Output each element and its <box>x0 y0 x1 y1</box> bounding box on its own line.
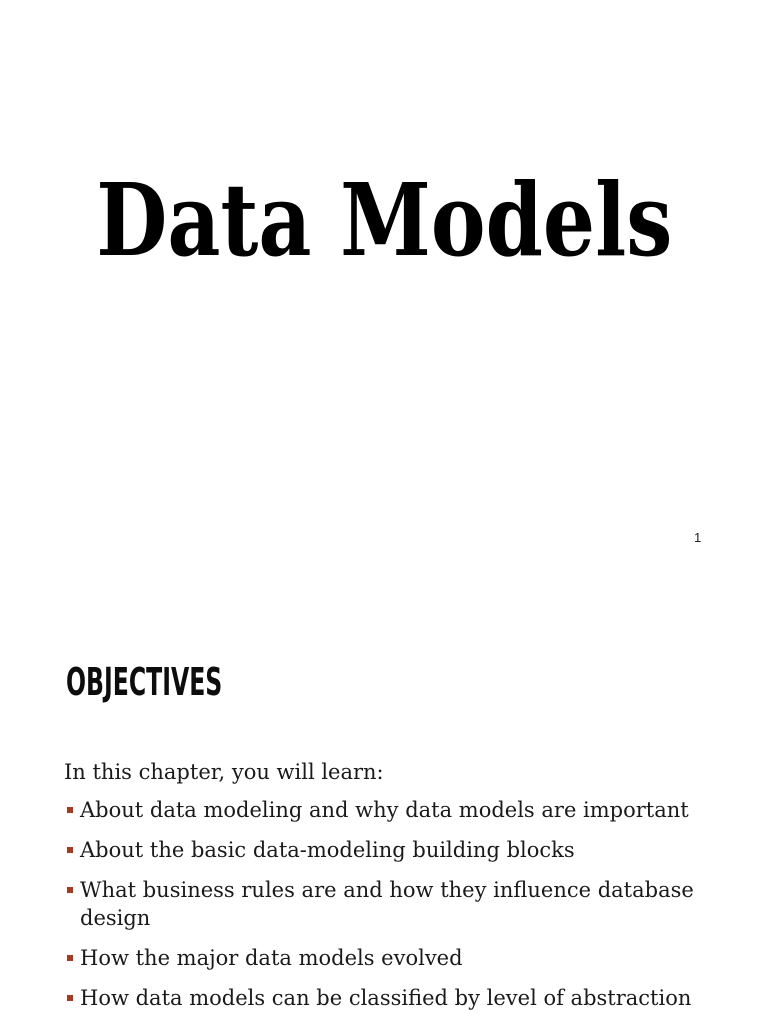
objectives-heading: OBJECTIVES <box>66 660 223 704</box>
list-item <box>64 984 704 1012</box>
square-bullet-icon <box>67 995 73 1001</box>
square-bullet-icon <box>67 887 73 893</box>
list-item <box>64 876 704 932</box>
square-bullet-icon <box>67 955 73 961</box>
intro-text: In this chapter, you will learn: <box>64 760 384 784</box>
list-item <box>64 944 704 972</box>
objectives-slide <box>0 600 768 1024</box>
list-item-text: About data modeling and why data models are important <box>80 798 689 822</box>
list-item-text: About the basic data-modeling building blocks <box>80 838 575 862</box>
list-item-text: How the major data models evolved <box>80 946 463 970</box>
objectives-list <box>64 796 704 1024</box>
list-item <box>64 796 704 824</box>
list-item-text: What business rules are and how they influence database design <box>80 878 694 930</box>
slide-title: Data Models <box>96 161 673 279</box>
list-item-text: How data models can be classified by level of abstraction <box>80 986 692 1010</box>
list-item <box>64 836 704 864</box>
square-bullet-icon <box>67 847 73 853</box>
page-number: 1 <box>694 530 702 545</box>
square-bullet-icon <box>67 807 73 813</box>
